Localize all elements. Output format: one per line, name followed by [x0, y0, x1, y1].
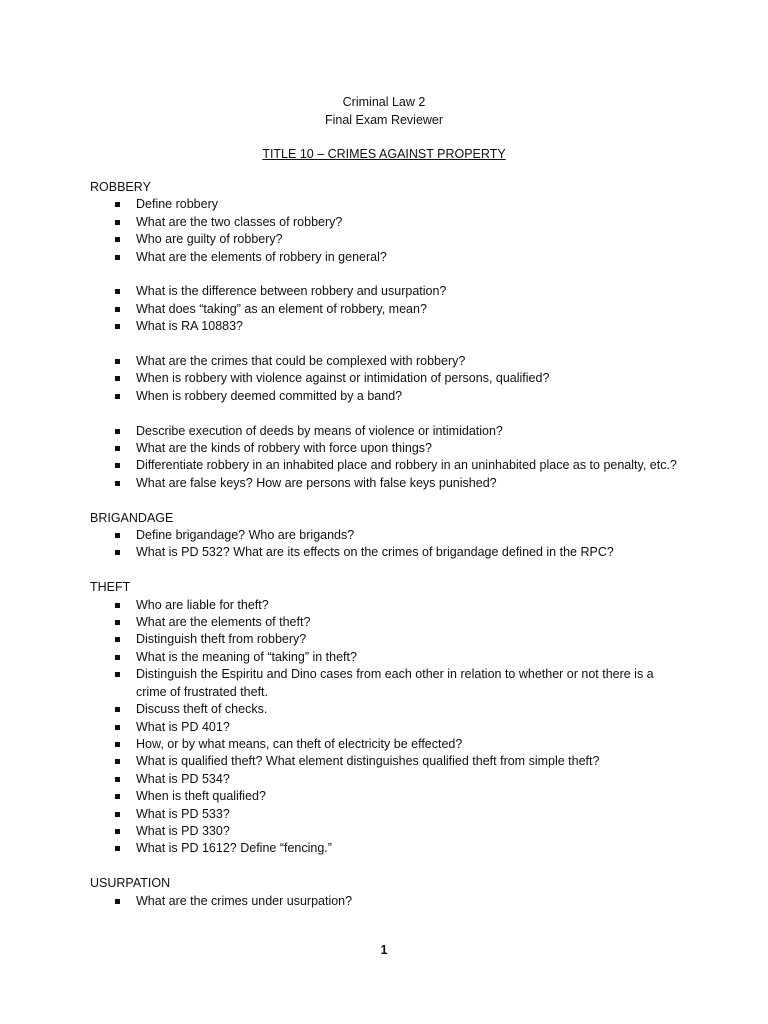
question-item [90, 527, 680, 544]
section-brigandage [90, 510, 680, 562]
question-item [90, 457, 680, 474]
question-item [90, 788, 680, 805]
question-text: When is robbery with violence against or intimidation of persons, qualified? [136, 371, 550, 386]
question-text: What does “taking” as an element of robbery, mean? [136, 301, 427, 316]
question-text: What is PD 1612? Define “fencing.” [136, 841, 332, 856]
question-text: Who are guilty of robbery? [136, 232, 283, 247]
question-text: Distinguish theft from robbery? [136, 632, 307, 647]
section-theft [90, 579, 680, 858]
question-text: What are the elements of theft? [136, 615, 311, 630]
question-text: What are the crimes that could be complexed with robbery? [136, 354, 466, 369]
question-text: What is RA 10883? [136, 319, 244, 334]
square-bullet-icon [115, 533, 120, 538]
question-group [90, 527, 680, 562]
question-item [90, 231, 680, 248]
reviewer-content [90, 179, 680, 910]
square-bullet-icon [115, 899, 120, 904]
square-bullet-icon [115, 846, 120, 851]
square-bullet-icon [115, 725, 120, 730]
question-text: What are false keys? How are persons with false keys punished? [136, 475, 497, 490]
document-title: Criminal Law 2 [342, 95, 426, 109]
question-item [90, 719, 680, 736]
square-bullet-icon [115, 829, 120, 834]
question-text: What is the meaning of “taking” in theft? [136, 649, 357, 664]
question-text: Define robbery [136, 197, 218, 212]
square-bullet-icon [115, 620, 120, 625]
question-text: What is PD 534? [136, 771, 230, 786]
question-item [90, 631, 680, 648]
question-item [90, 840, 680, 857]
question-group [90, 597, 680, 858]
square-bullet-icon [115, 707, 120, 712]
question-item [90, 893, 680, 910]
question-text: Describe execution of deeds by means of violence or intimidation? [136, 423, 503, 438]
question-item [90, 597, 680, 614]
question-text: What is PD 330? [136, 823, 230, 838]
question-item [90, 806, 680, 823]
square-bullet-icon [115, 289, 120, 294]
question-text: Distinguish the Espiritu and Dino cases from each other in relation to whether or not there is a crime of frustrated theft. [136, 667, 654, 699]
section-heading: USURPATION [90, 876, 171, 891]
question-item [90, 823, 680, 840]
question-text: What is the difference between robbery and usurpation? [136, 284, 447, 299]
section-heading: BRIGANDAGE [90, 510, 174, 525]
question-item [90, 249, 680, 266]
question-item [90, 771, 680, 788]
square-bullet-icon [115, 672, 120, 677]
question-text: When is theft qualified? [136, 789, 266, 804]
part-title: TITLE 10 – CRIMES AGAINST PROPERTY [262, 147, 506, 161]
square-bullet-icon [115, 794, 120, 799]
square-bullet-icon [115, 202, 120, 207]
question-text: What is PD 532? What are its effects on the crimes of brigandage defined in the RPC? [136, 545, 614, 560]
square-bullet-icon [115, 446, 120, 451]
square-bullet-icon [115, 463, 120, 468]
question-text: What are the two classes of robbery? [136, 214, 343, 229]
question-group [90, 423, 680, 493]
question-text: How, or by what means, can theft of electricity be effected? [136, 736, 463, 751]
square-bullet-icon [115, 376, 120, 381]
question-item [90, 423, 680, 440]
square-bullet-icon [115, 481, 120, 486]
section-heading: ROBBERY [90, 180, 151, 194]
square-bullet-icon [115, 655, 120, 660]
question-item [90, 614, 680, 631]
question-item [90, 666, 680, 701]
square-bullet-icon [115, 550, 120, 555]
square-bullet-icon [115, 359, 120, 364]
question-group [90, 893, 680, 910]
question-text: Define brigandage? Who are brigands? [136, 528, 355, 543]
page-number: 1 [380, 943, 388, 957]
square-bullet-icon [115, 394, 120, 399]
section-usurpation [90, 875, 680, 910]
question-group [90, 196, 680, 266]
square-bullet-icon [115, 237, 120, 242]
question-item [90, 736, 680, 753]
square-bullet-icon [115, 777, 120, 782]
square-bullet-icon [115, 324, 120, 329]
section-heading: THEFT [90, 580, 131, 595]
question-text: What are the elements of robbery in general? [136, 249, 387, 264]
square-bullet-icon [115, 742, 120, 747]
question-item [90, 283, 680, 300]
question-text: What are the crimes under usurpation? [136, 893, 353, 908]
question-group [90, 283, 680, 335]
question-item [90, 649, 680, 666]
question-group [90, 353, 680, 405]
question-item [90, 370, 680, 387]
square-bullet-icon [115, 812, 120, 817]
question-item [90, 318, 680, 335]
question-item [90, 544, 680, 561]
square-bullet-icon [115, 220, 120, 225]
question-item [90, 753, 680, 770]
question-item [90, 475, 680, 492]
square-bullet-icon [115, 637, 120, 642]
question-text: What is PD 401? [136, 719, 230, 734]
square-bullet-icon [115, 429, 120, 434]
question-item [90, 388, 680, 405]
square-bullet-icon [115, 603, 120, 608]
question-item [90, 353, 680, 370]
question-text: What is PD 533? [136, 806, 230, 821]
question-text: Discuss theft of checks. [136, 702, 268, 717]
question-item [90, 214, 680, 231]
square-bullet-icon [115, 307, 120, 312]
question-text: What is qualified theft? What element distinguishes qualified theft from simple theft? [136, 754, 600, 769]
question-item [90, 301, 680, 318]
question-text: Who are liable for theft? [136, 597, 269, 612]
document-subtitle: Final Exam Reviewer [324, 112, 444, 127]
question-text: When is robbery deemed committed by a band? [136, 388, 403, 403]
question-item [90, 701, 680, 718]
question-text: Differentiate robbery in an inhabited place and robbery in an uninhabited place as to penalty, etc.? [136, 458, 677, 473]
document-header [0, 94, 768, 129]
question-item [90, 440, 680, 457]
section-robbery [90, 179, 680, 492]
question-item [90, 196, 680, 213]
square-bullet-icon [115, 255, 120, 260]
square-bullet-icon [115, 759, 120, 764]
question-text: What are the kinds of robbery with force upon things? [136, 441, 432, 456]
